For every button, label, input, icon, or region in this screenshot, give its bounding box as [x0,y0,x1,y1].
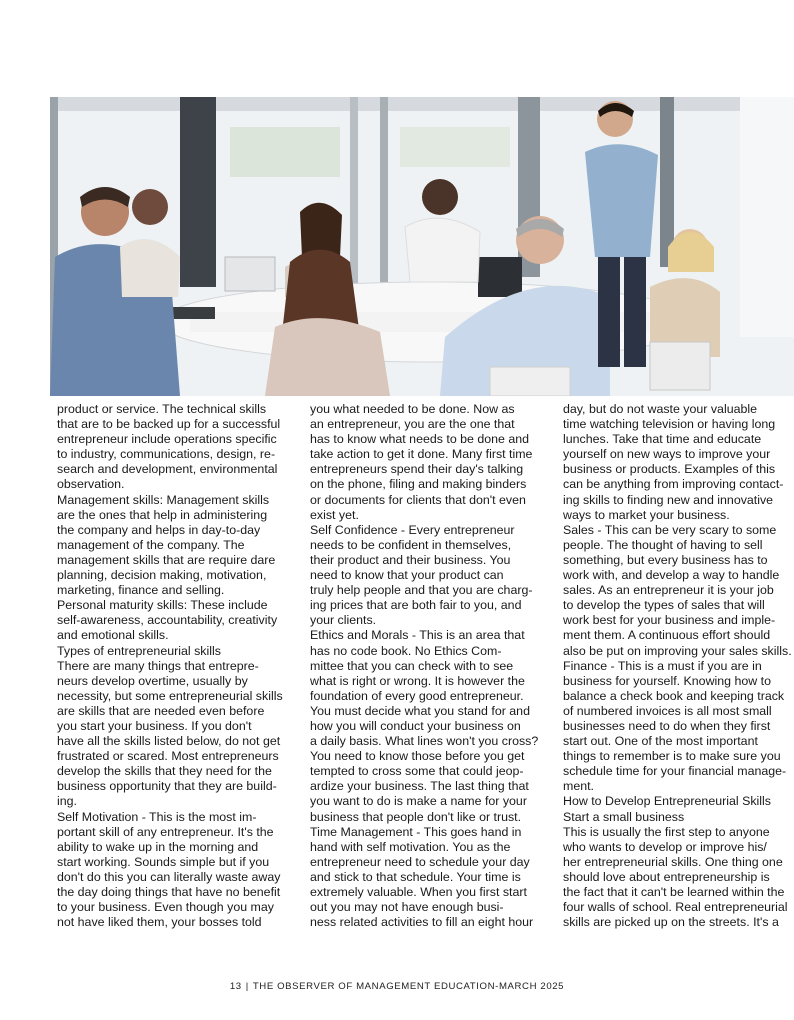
text-line: has to know what needs to be done and [310,432,530,447]
text-line: marketing, finance and selling. [57,583,225,598]
text-line: Start a small business [563,809,685,824]
text-line: four walls of school. Real entrepreneurial [563,900,788,915]
text-line: should love about entrepreneurship is [563,869,770,884]
text-line: and emotional skills. [57,628,169,643]
text-line: Ethics and Morals - This is an area that [310,628,525,643]
text-line: her entrepreneurial skills. One thing one [563,854,783,869]
text-line: time watching television or having long [563,417,776,432]
text-line: product or service. The technical skills [57,402,267,416]
text-line: You must decide what you stand for and [310,703,530,718]
text-line: frustrated or scared. Most entrepreneurs [57,749,279,764]
text-line: Self Confidence - Every entrepreneur [310,522,515,537]
text-line: Self Motivation - This is the most im- [57,809,257,824]
text-line: Sales - This can be very scary to some [563,522,777,537]
text-line: skills are picked up on the streets. It's a [563,915,779,930]
text-line: observation. [57,477,125,492]
text-line: businesses need to do when they first [563,718,771,733]
text-line: yourself on new ways to improve your [563,447,771,462]
text-line: who wants to develop or improve his/ [563,839,767,854]
text-line: a daily basis. What lines won't you cross? [310,734,539,749]
text-line: their product and their business. You [310,552,511,567]
text-line: mittee that you can check with to see [310,658,514,673]
text-line: tempted to cross some that could jeop- [310,764,524,779]
text-line: entrepreneurs spend their day's talking [310,462,524,477]
text-line: ment. [563,779,594,794]
text-line: How to Develop Entrepreneurial Skills [563,794,771,809]
text-line: extremely valuable. When you first start [310,885,527,899]
text-line: what is right or wrong. It is however the [310,673,525,688]
text-line: or documents for clients that don't even [310,492,526,507]
text-line: something, but every business has to [563,552,768,567]
text-line: sales. As an entrepreneur it is your job [563,583,774,598]
text-line: you what needed to be done. Now as [310,402,515,416]
text-line: ness related activities to fill an eight hour [310,915,534,930]
text-line: develop the skills that they need for the [57,764,272,779]
publication-name: THE OBSERVER OF MANAGEMENT EDUCATION [252,981,496,992]
text-line: search and development, environmental [57,462,278,477]
text-line: entrepreneur need to schedule your day [310,854,530,869]
article-column-3 [563,402,794,930]
footer-separator: | [245,981,249,992]
text-line: work with, and develop a way to handle [563,568,780,583]
text-line: to industry, communications, design, re- [57,447,276,462]
text-line: the company and helps in day-to-day [57,522,261,537]
text-line: You need to know those before you get [310,749,525,764]
text-line: you want to do is make a name for your [310,794,527,809]
text-line: ardize your business. The last thing that [310,779,529,794]
text-line: ing prices that are both fair to you, and [310,598,522,613]
text-line: self-awareness, accountability, creativity [57,613,278,628]
text-line: schedule time for your financial manage- [563,764,787,779]
text-line: neurs develop overtime, usually by [57,673,248,688]
text-line: need to know that your product can [310,568,504,583]
text-line: have all the skills listed below, do not get [57,734,281,749]
text-line: This is usually the first step to anyone [563,824,770,839]
text-line: Types of entrepreneurial skills [57,643,221,658]
text-line: to your business. Even though you may [57,900,274,915]
text-line: necessity, but some entrepreneurial skills [57,688,283,703]
text-line: Finance - This is a must if you are in [563,658,762,673]
text-line: needs to be confident in themselves, [310,537,512,552]
text-line: foundation of every good entrepreneur. [310,688,524,703]
text-line: hand with self motivation. You as the [310,839,511,854]
text-line: day, but do not waste your valuable [563,402,758,416]
text-line: start out. One of the most important [563,734,758,749]
text-line: out you may not have enough busi- [310,900,504,915]
text-line: of numbered invoices is all most small [563,703,772,718]
text-line: management skills that are require dare [57,552,276,567]
text-line: are skills that are needed even before [57,703,265,718]
text-line: lunches. Take that time and educate [563,432,762,447]
text-line: ability to wake up in the morning and [57,839,259,854]
article-column-1 [57,402,289,930]
text-line: planning, decision making, motivation, [57,568,267,583]
text-line: There are many things that entrepre- [57,658,259,673]
text-line: your clients. [310,613,377,628]
meeting-photo-illustration [50,97,794,396]
text-line: Time Management - This goes hand in [310,824,522,839]
text-line: and stick to that schedule. Your time is [310,869,521,884]
text-line: exist yet. [310,507,359,522]
text-line: things to remember is to make sure you [563,749,781,764]
text-line: the fact that it can't be learned within the [563,885,785,899]
text-line: take action to get it done. Many first time [310,447,533,462]
text-line: portant skill of any entrepreneur. It's the [57,824,274,839]
text-line: start working. Sounds simple but if you [57,854,270,869]
text-line: ways to market your business. [563,507,730,522]
text-line: an entrepreneur, you are the one that [310,417,515,432]
text-line: management of the company. The [57,537,245,552]
text-line: are the ones that help in administering [57,507,268,522]
text-line: Management skills: Management skills [57,492,270,507]
text-line: business opportunity that they are build- [57,779,277,794]
text-line: balance a check book and keeping track [563,688,785,703]
text-line: the day doing things that have no benefit [57,885,281,899]
text-line: can be anything from improving contact- [563,477,784,492]
text-line: not have liked them, your bosses told [57,915,262,930]
text-line: business or products. Examples of this [563,462,776,477]
article-column-2 [310,402,543,930]
meeting-photo [50,97,794,396]
text-line: Personal maturity skills: These include [57,598,268,613]
text-line: work best for your business and imple- [563,613,776,628]
text-line: also be put on improving your sales skills. [563,643,792,658]
text-line: don't do this you can literally waste away [57,869,281,884]
text-line: ing. [57,794,77,809]
text-line: business that people don't like or trust. [310,809,522,824]
page-number: 13 [229,981,242,992]
text-line: has no code book. No Ethics Com- [310,643,502,658]
text-line: you start your business. If you don't [57,718,252,733]
text-line: to develop the types of sales that will [563,598,765,613]
page-footer [0,981,794,992]
issue-date: MARCH 2025 [498,981,565,992]
text-line: truly help people and that you are charg- [310,583,533,598]
footer-dash: - [495,981,499,992]
text-line: people. The thought of having to sell [563,537,763,552]
text-line: ment them. A continuous effort should [563,628,771,643]
text-line: that are to be backed up for a successful [57,417,281,432]
text-line: entrepreneur include operations specific [57,432,277,447]
text-line: business for yourself. Knowing how to [563,673,771,688]
text-line: ing skills to finding new and innovative [563,492,774,507]
text-line: on the phone, filing and making binders [310,477,527,492]
text-line: how you will conduct your business on [310,718,521,733]
